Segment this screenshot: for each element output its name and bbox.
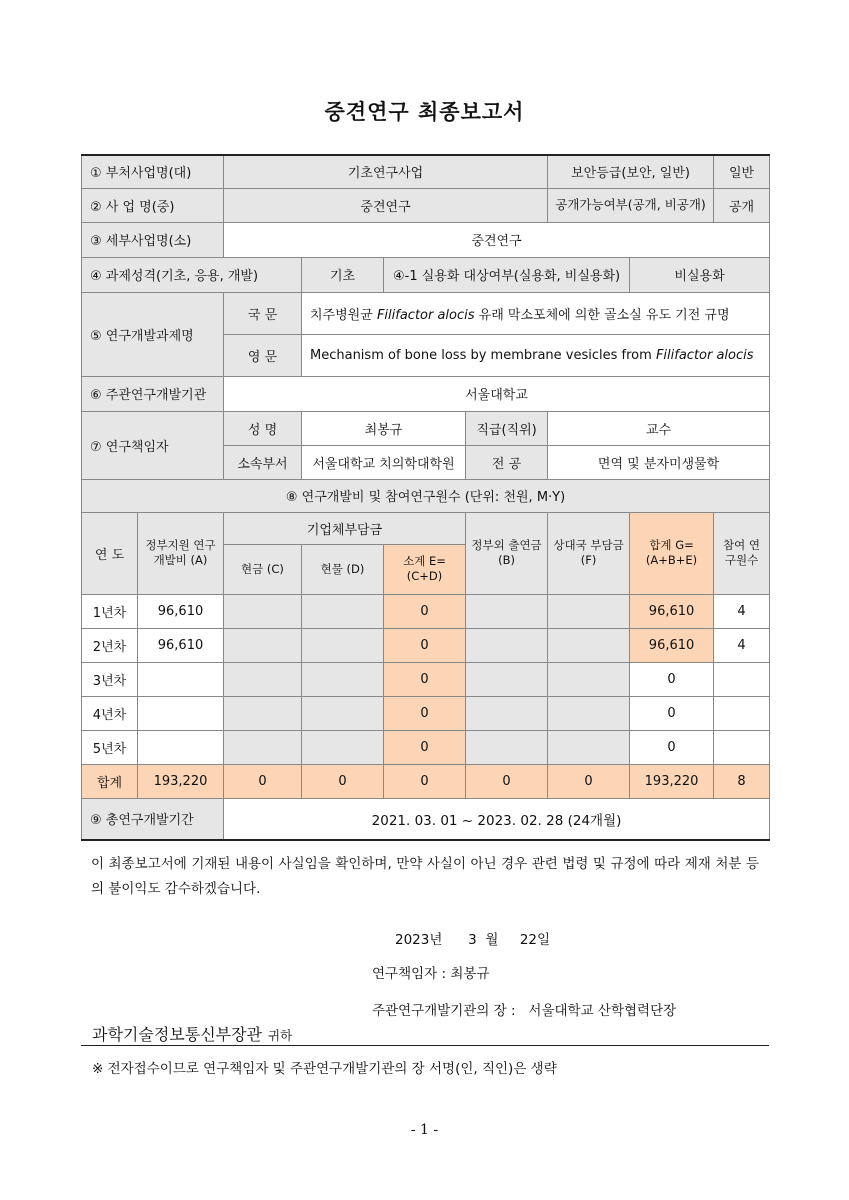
gov-cell: 96,610 [138, 594, 224, 628]
lead-institution-value: 서울대학교 [224, 376, 770, 411]
report-summary-table [81, 154, 770, 841]
project-nature-value: 기초 [302, 257, 384, 292]
subtotal-cell: 0 [384, 594, 466, 628]
table-total-row [82, 764, 770, 798]
korean-title-label: 국 문 [224, 292, 302, 334]
kind-cell [302, 696, 384, 730]
researchers-cell: 4 [714, 594, 770, 628]
gov-funding-header: 정부지원 연구개발비 (A) [138, 512, 224, 594]
year-cell: 합계 [82, 764, 138, 798]
table-row [82, 696, 770, 730]
subtotal-cell: 0 [384, 730, 466, 764]
kind-cell [302, 628, 384, 662]
recipient-name: 과학기술정보통신부장관 [92, 1025, 263, 1044]
year-header: 연 도 [82, 512, 138, 594]
subtotal-header: 소계 E=(C+D) [384, 544, 466, 594]
year-cell: 2년차 [82, 628, 138, 662]
gov-cell [138, 662, 224, 696]
english-title-label: 영 문 [224, 334, 302, 376]
page-title: 중견연구 최종보고서 [324, 100, 525, 124]
partner-cell [548, 628, 630, 662]
gov-cell: 96,610 [138, 628, 224, 662]
kind-cell [302, 730, 384, 764]
period-value: 2021. 03. 01 ~ 2023. 02. 28 (24개월) [224, 798, 770, 840]
project-title-label: ⑤ 연구개발과제명 [82, 292, 224, 376]
nongov-cell [466, 594, 548, 628]
researchers-cell [714, 696, 770, 730]
total-cell: 96,610 [630, 594, 714, 628]
year-cell: 5년차 [82, 730, 138, 764]
year-cell: 3년차 [82, 662, 138, 696]
table-row [82, 594, 770, 628]
recipient-suffix: 귀하 [268, 1028, 293, 1043]
total-header: 합계 G=(A+B+E) [630, 512, 714, 594]
corp-share-header: 기업체부담금 [224, 512, 466, 544]
sign-pi: 연구책임자 : 최봉규 [372, 966, 490, 982]
gov-cell: 193,220 [138, 764, 224, 798]
pi-major-value: 면역 및 분자미생물학 [548, 445, 770, 479]
project-nature-label: ④ 과제성격(기초, 응용, 개발) [82, 257, 302, 292]
table-row [82, 730, 770, 764]
disclosure-label: 공개가능여부(공개, 비공개) [548, 188, 714, 222]
program-label: ② 사 업 명(중) [82, 188, 224, 222]
year-cell: 1년차 [82, 594, 138, 628]
disclosure-value: 공개 [714, 188, 770, 222]
nongov-cell [466, 662, 548, 696]
total-cell: 193,220 [630, 764, 714, 798]
sub-program-value: 중견연구 [224, 222, 770, 257]
partner-cell [548, 730, 630, 764]
pi-position-label: 직급(직위) [466, 411, 548, 445]
pi-name-label: 성 명 [224, 411, 302, 445]
researchers-cell: 8 [714, 764, 770, 798]
cash-cell [224, 662, 302, 696]
nongov-cell: 0 [466, 764, 548, 798]
researchers-cell [714, 662, 770, 696]
page-number: - 1 - [410, 1122, 439, 1138]
nongov-cell [466, 628, 548, 662]
program-value: 중견연구 [224, 188, 548, 222]
researchers-header: 참여 연구원수 [714, 512, 770, 594]
partner-cell [548, 696, 630, 730]
kind-cell: 0 [302, 764, 384, 798]
security-grade-label: 보안등급(보안, 일반) [548, 155, 714, 188]
sub-program-label: ③ 세부사업명(소) [82, 222, 224, 257]
korean-title-value: 치주병원균 Filifactor alocis 유래 막소포체에 의한 골소실 유도 기전 규명 [302, 292, 770, 334]
pi-position-value: 교수 [548, 411, 770, 445]
total-cell: 96,610 [630, 628, 714, 662]
cash-cell: 0 [224, 764, 302, 798]
dept-program-label: ① 부처사업명(대) [82, 155, 224, 188]
researchers-cell [714, 730, 770, 764]
total-cell: 0 [630, 662, 714, 696]
lead-institution-label: ⑥ 주관연구개발기관 [82, 376, 224, 411]
cash-cell [224, 730, 302, 764]
sign-date [395, 928, 550, 948]
kind-cell [302, 594, 384, 628]
divider [81, 1045, 769, 1046]
table-row [82, 662, 770, 696]
in-kind-header: 현물 (D) [302, 544, 384, 594]
subtotal-cell: 0 [384, 764, 466, 798]
partner-cell: 0 [548, 764, 630, 798]
pi-name-value: 최봉규 [302, 411, 466, 445]
total-cell: 0 [630, 696, 714, 730]
cash-cell [224, 696, 302, 730]
researchers-cell: 4 [714, 628, 770, 662]
table-row [82, 628, 770, 662]
cash-cell [224, 628, 302, 662]
recipient [92, 1022, 292, 1045]
kind-cell [302, 662, 384, 696]
total-cell: 0 [630, 730, 714, 764]
sign-date-text: 2023년 3 월 22일 [395, 932, 551, 948]
cash-cell [224, 594, 302, 628]
partner-cell [548, 662, 630, 696]
security-grade-value: 일반 [714, 155, 770, 188]
period-label: ⑨ 총연구개발기간 [82, 798, 224, 840]
cash-header: 현금 (C) [224, 544, 302, 594]
budget-section-title: ⑧ 연구개발비 및 참여연구원수 (단위: 천원, M·Y) [82, 479, 770, 512]
signature-omitted-note: ※ 전자접수이므로 연구책임자 및 주관연구개발기관의 장 서명(인, 직인)은 생략 [92, 1061, 557, 1077]
commercialization-value: 비실용화 [630, 257, 770, 292]
gov-cell [138, 696, 224, 730]
pi-dept-value: 서울대학교 치의학대학원 [302, 445, 466, 479]
pi-dept-label: 소속부서 [224, 445, 302, 479]
commercialization-label: ④-1 실용화 대상여부(실용화, 비실용화) [384, 257, 630, 292]
dept-program-value: 기초연구사업 [224, 155, 548, 188]
pi-major-label: 전 공 [466, 445, 548, 479]
gov-cell [138, 730, 224, 764]
nongov-cell [466, 730, 548, 764]
nongov-cell [466, 696, 548, 730]
subtotal-cell: 0 [384, 628, 466, 662]
confirmation-statement: 이 최종보고서에 기재된 내용이 사실임을 확인하며, 만약 사실이 아닌 경우 관련 법령 및 규정에 따라 제재 처분 등의 불이익도 감수하겠습니다. [91, 856, 759, 897]
english-title-value: Mechanism of bone loss by membrane vesicles from Filifactor alocis [302, 334, 770, 376]
sign-institution: 주관연구개발기관의 장 : 서울대학교 산학협력단장 [372, 1003, 677, 1019]
subtotal-cell: 0 [384, 662, 466, 696]
partner-header: 상대국 부담금 (F) [548, 512, 630, 594]
principal-investigator-label: ⑦ 연구책임자 [82, 411, 224, 479]
year-cell: 4년차 [82, 696, 138, 730]
nongov-header: 정부외 출연금 (B) [466, 512, 548, 594]
subtotal-cell: 0 [384, 696, 466, 730]
partner-cell [548, 594, 630, 628]
